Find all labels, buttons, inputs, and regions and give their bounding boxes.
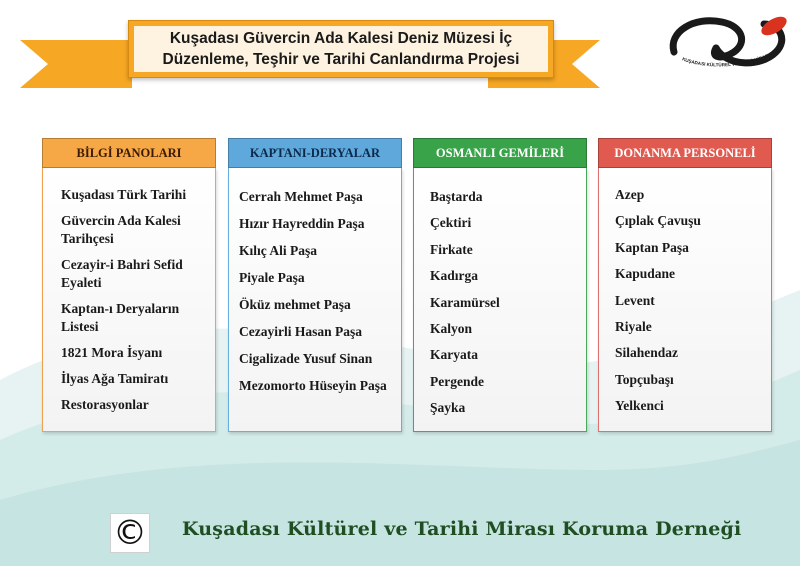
title-line-2: Düzenleme, Teşhir ve Tarihi Canlandırma Projesi <box>162 51 520 68</box>
column-kaptani-deryalar <box>228 138 402 432</box>
list-item: Kuşadası Türk Tarihi <box>61 187 187 202</box>
title-inner <box>134 26 548 72</box>
column-body <box>228 168 402 432</box>
column-header: OSMANLI GEMİLERİ <box>413 138 587 168</box>
list-item: Azep <box>615 187 645 202</box>
footer-association-name: Kuşadası Kültürel ve Tarihi Mirası Koruma Derneği <box>182 518 742 540</box>
column-body <box>42 168 216 432</box>
list-item: Mezomorto Hüseyin Paşa <box>239 378 387 393</box>
list-item: Şayka <box>430 400 466 416</box>
column-osmanli-gemileri <box>413 138 587 432</box>
list-item: Piyale Paşa <box>239 270 305 285</box>
list-item: Silahendaz <box>615 345 679 361</box>
list-item: Kadırga <box>430 268 479 284</box>
list-item: Kalyon <box>430 320 473 336</box>
association-logo <box>664 8 796 80</box>
logo-icon <box>664 8 796 80</box>
column-header: KAPTANI-DERYALAR <box>228 138 402 168</box>
list-item: Baştarda <box>430 189 483 204</box>
list-item: Cezayirli Hasan Paşa <box>239 324 362 339</box>
list-item: Cerrah Mehmet Paşa <box>239 189 363 204</box>
list-item: Yelkenci <box>615 398 664 414</box>
column-header: BİLGİ PANOLARI <box>42 138 216 168</box>
item-list <box>430 188 578 417</box>
item-list <box>61 186 207 414</box>
list-item: Çıplak Çavuşu <box>615 213 701 229</box>
column-body <box>413 168 587 432</box>
column-body <box>598 168 772 432</box>
title-line-1: Kuşadası Güvercin Ada Kalesi Deniz Müzesi İç <box>169 30 513 47</box>
list-item: İlyas Ağa Tamiratı <box>61 371 169 386</box>
list-item: Firkate <box>430 241 473 257</box>
list-item: Kapudane <box>615 266 676 282</box>
list-item: Çektiri <box>430 215 472 231</box>
list-item: Güvercin Ada Kalesi Tarihçesi <box>61 213 181 246</box>
item-list <box>239 188 393 395</box>
list-item: Kılıç Ali Paşa <box>239 243 318 258</box>
column-bilgi-panolari <box>42 138 216 432</box>
list-item: Riyale <box>615 318 652 334</box>
list-item: Hızır Hayreddin Paşa <box>239 216 365 231</box>
list-item: Pergende <box>430 373 484 389</box>
list-item: Karamürsel <box>430 294 500 310</box>
column-donanma-personeli <box>598 138 772 432</box>
list-item: Karyata <box>430 347 478 363</box>
list-item: Cezayir-i Bahri Sefid Eyaleti <box>61 257 183 290</box>
list-item: 1821 Mora İsyanı <box>61 345 163 360</box>
item-list <box>615 186 763 415</box>
list-item: Kaptan-ı Deryaların Listesi <box>61 301 180 334</box>
title-box <box>128 20 554 78</box>
logo-text: KUŞADASI KÜLTÜREL ve TARİHİ MİRASI KORU <box>681 45 784 68</box>
list-item: Kaptan Paşa <box>615 239 689 255</box>
column-header: DONANMA PERSONELİ <box>598 138 772 168</box>
list-item: Topçubaşı <box>615 371 674 387</box>
list-item: Öküz mehmet Paşa <box>239 297 351 312</box>
list-item: Levent <box>615 292 655 308</box>
copyright-icon: © <box>110 513 150 553</box>
list-item: Cigalizade Yusuf Sinan <box>239 351 373 366</box>
list-item: Restorasyonlar <box>61 397 149 412</box>
